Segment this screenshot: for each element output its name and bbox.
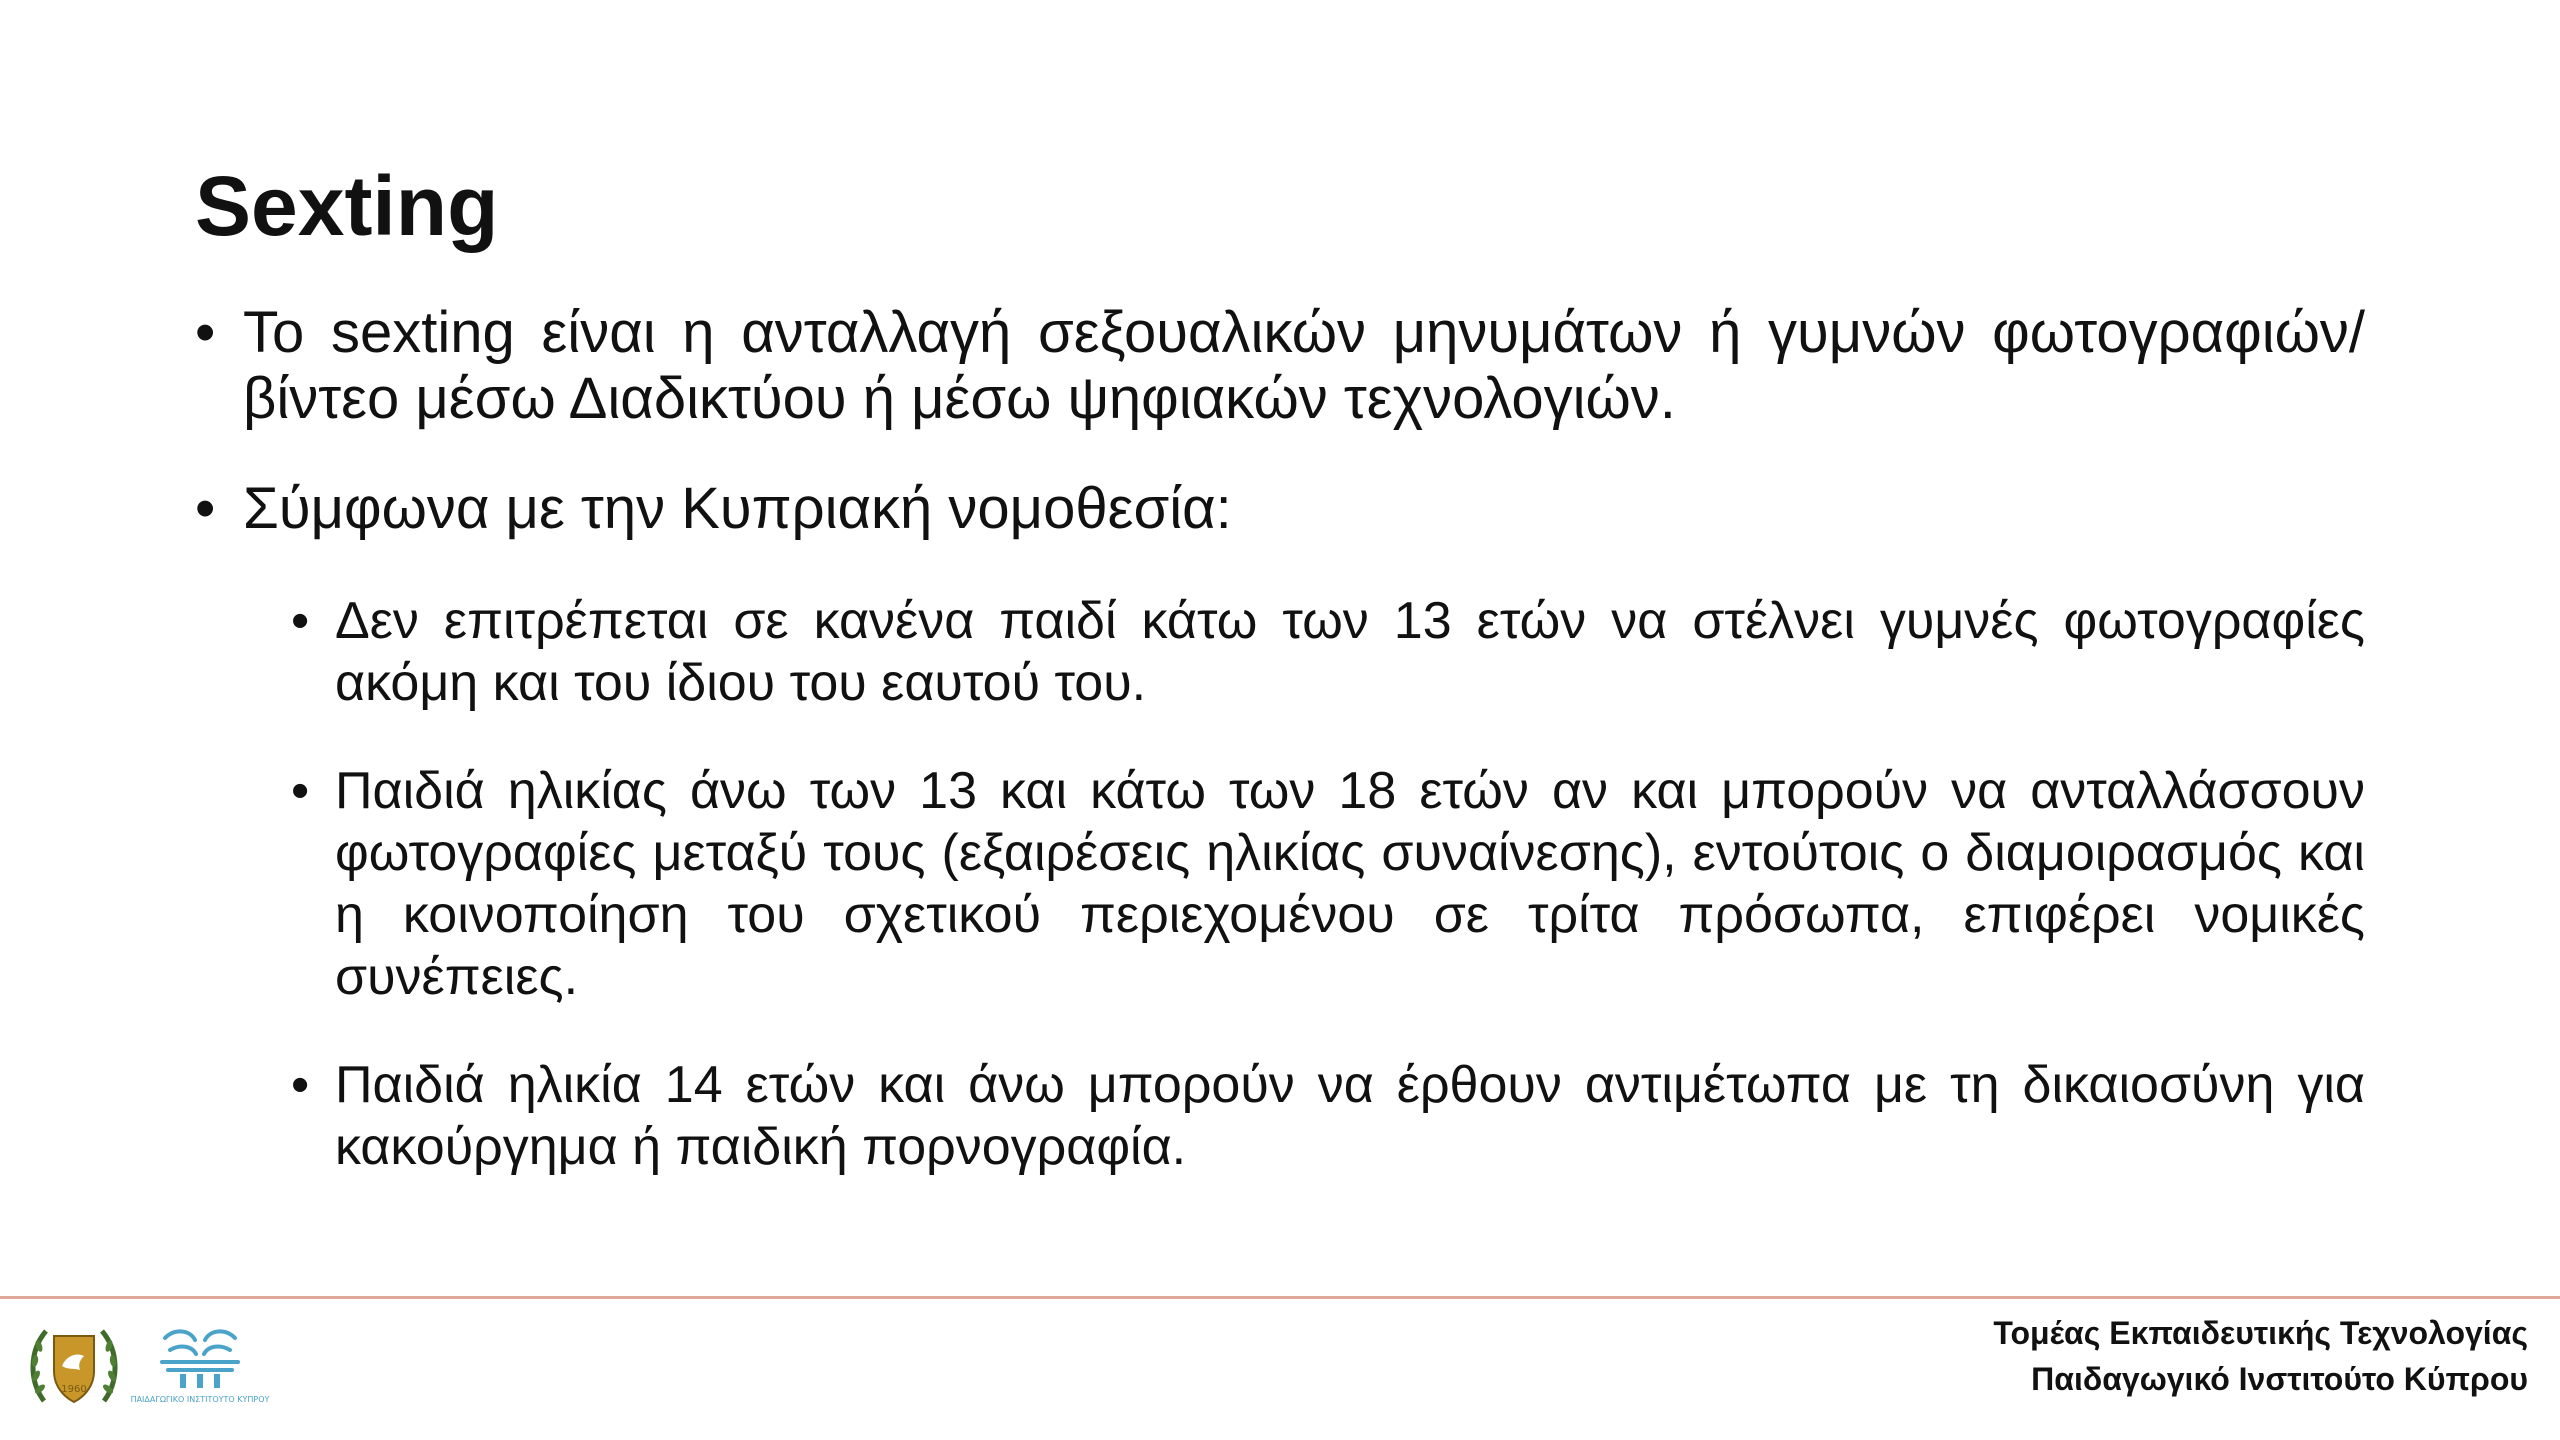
footer-department: Τομέας Εκπαιδευτικής Τεχνολογίας (1993, 1315, 2528, 1351)
bullet-marker: • (195, 300, 216, 365)
bullet-legislation (195, 476, 2365, 542)
footer-organization (1993, 1310, 2528, 1402)
sub-bullet-text: Παιδιά ηλικίας άνω των 13 και κάτω των 18 ετών αν και μπορούν να ανταλλάσσουν φωτογραφίες μεταξύ τους (εξαιρέσεις ηλικίας συναίνεσης), εντούτοις ο διαμοιρασμός και η κοινοποίηση του σχετικού περιεχομένου σε τρίτα πρόσωπα, επιφέρει νομικές συνέπειες. (335, 762, 2365, 1006)
pedagogical-institute-logo-icon (130, 1316, 270, 1416)
bullet-text: Σύμφωνα με την Κυπριακή νομοθεσία: (243, 476, 1232, 541)
bullet-definition (195, 300, 2365, 432)
bullet-marker: • (195, 476, 216, 541)
slide-title: Sexting (195, 159, 499, 253)
sub-bullet-13-to-18 (291, 760, 2365, 1008)
sub-bullet-text: Δεν επιτρέπεται σε κανένα παιδί κάτω των 13 ετών να στέλνει γυμνές φωτογραφίες ακόμη και του ίδιου του εαυτού του. (335, 592, 2365, 712)
sub-bullet-text: Παιδιά ηλικία 14 ετών και άνω μπορούν να έρθουν αντιμέτωπα με τη δικαιοσύνη για κακούργημα ή παιδική πορνογραφία. (335, 1056, 2365, 1176)
footer-divider (0, 1296, 2560, 1299)
sub-bullet-marker: • (291, 1056, 310, 1114)
sub-bullet-under-13 (291, 590, 2365, 714)
logo-pi-caption: ΠΑΙΔΑΓΩΓΙΚΟ ΙΝΣΤΙΤΟΥΤΟ ΚΥΠΡΟΥ (130, 1395, 270, 1404)
slide-body (195, 300, 2365, 1224)
svg-text:1960: 1960 (61, 1384, 87, 1395)
footer-institute: Παιδαγωγικό Ινστιτούτο Κύπρου (2031, 1361, 2528, 1397)
cyprus-seal-logo-icon (24, 1316, 124, 1416)
sub-bullet-14-and-over (291, 1054, 2365, 1178)
sub-bullet-marker: • (291, 762, 310, 820)
sub-bullet-marker: • (291, 592, 310, 650)
bullet-text: Το sexting είναι η ανταλλαγή σεξουαλικών μηνυμάτων ή γυμνών φωτογραφιών/βίντεο μέσω Διαδικτύου ή μέσω ψηφιακών τεχνολογιών. (243, 300, 2365, 431)
